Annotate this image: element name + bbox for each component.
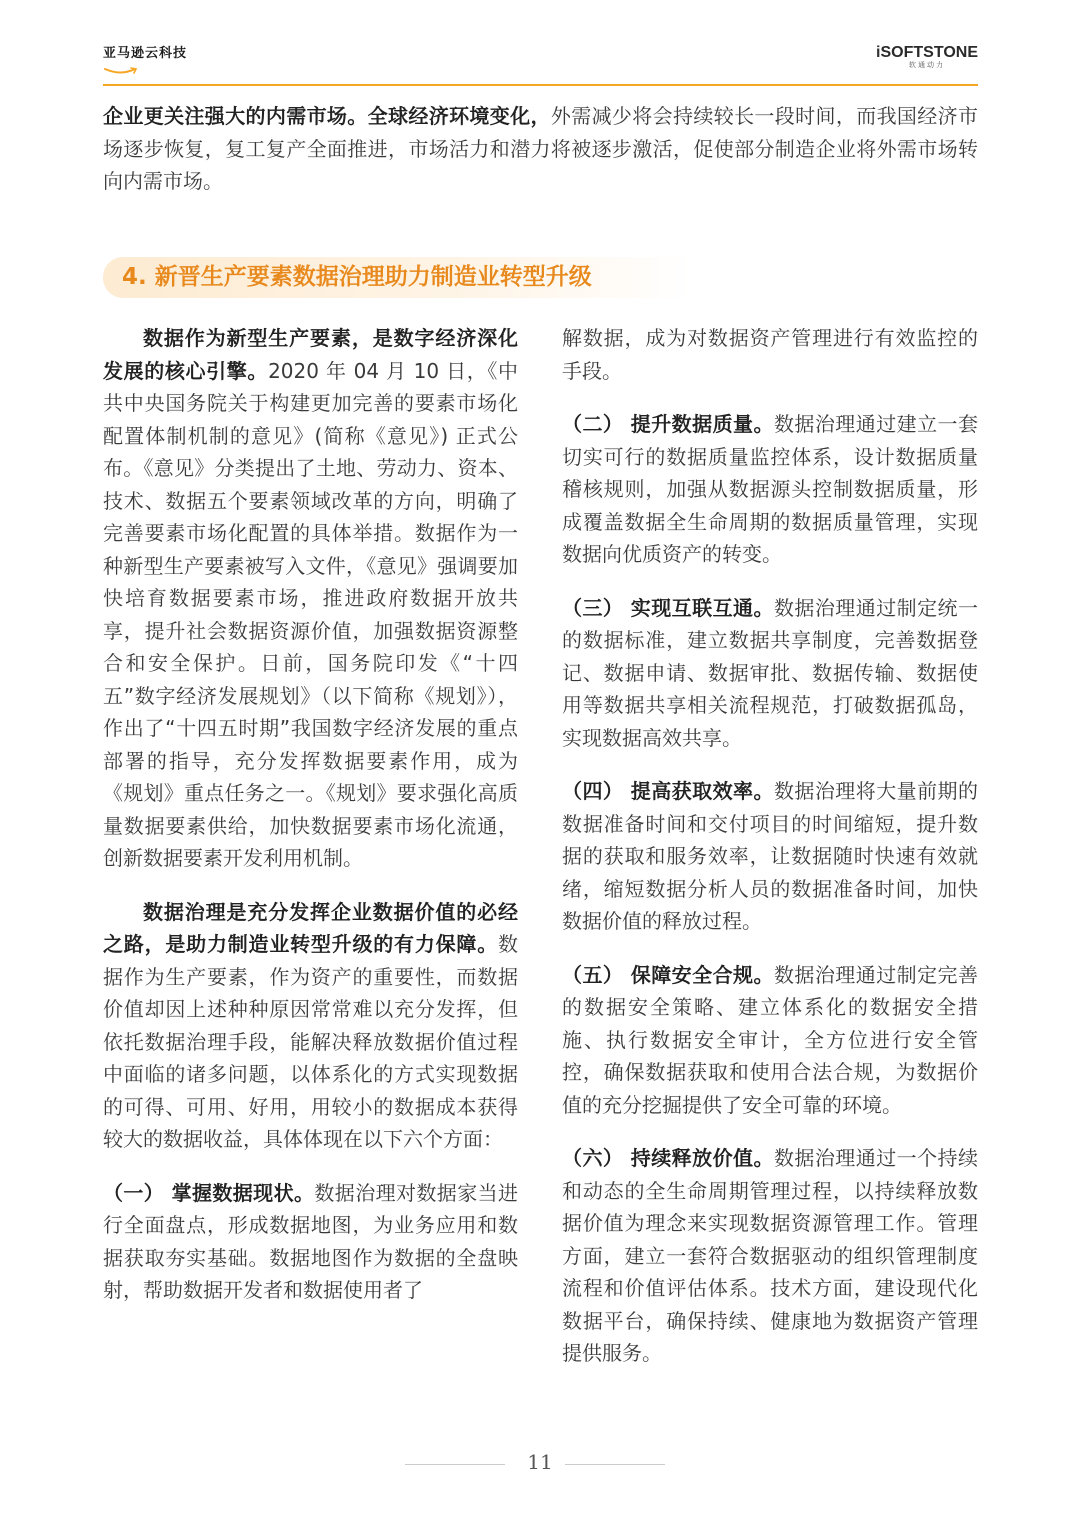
amazon-smile-icon: [103, 66, 139, 76]
page-number: 11: [527, 1450, 553, 1474]
paragraph-point-4: [562, 775, 978, 938]
paragraph-bold: 数据治理是充分发挥企业数据价值的必经之路，是助力制造业转型升级的有力保障。: [103, 899, 518, 956]
paragraph-text: 数据作为生产要素，作为资产的重要性，而数据价值却因上述种种原因常常难以充分发挥，但依托数据治理手段，能解决释放数据价值过程中面临的诸多问题，以体系化的方式实现数据的可得、可用、好用，用较小的数据成本获得较大的数据收益，具体体现在以下六个方面：: [103, 932, 518, 1151]
paragraph-text: 数据治理对数据家当进行全面盘点，形成数据地图，为业务应用和数据获取夯实基础。数据地图作为数据的全盘映射，帮助数据开发者和数据使用者了: [103, 1180, 519, 1302]
left-column: [103, 322, 518, 1328]
paragraph-text: 2020 年 04 月 10 日，《中共中央国务院关于构建更加完善的要素市场化配置体制机制的意见》(简称《意见》) 正式公布。《意见》分类提出了土地、劳动力、资本、技术、数据五个要素领域改革的方向，明确了完善要素市场化配置的具体举措。数据作为一种新型生产要素被写入文件，《意见》强调要加快培育数据要素市场，推进政府数据开放共享，提升社会数据资源价值，加强数据资源整合和安全保护。日前，国务院印发《“十四五”数字经济发展规划》（以下简称《规划》），作出了“十四五时期”我国数字经济发展的重点部署的指导，充分发挥数据要素作用，成为《规划》重点任务之一。《规划》要求强化高质量数据要素供给，加快数据要素市场化流通，创新数据要素开发利用机制。: [103, 358, 518, 870]
paragraph-point-5: [562, 959, 978, 1122]
paragraph-bold: （四） 提高获取效率。: [562, 779, 774, 803]
section-title: 4. 新晋生产要素数据治理助力制造业转型升级: [122, 264, 592, 290]
paragraph-point-6: [562, 1142, 978, 1370]
paragraph-bold: （六） 持续释放价值。: [562, 1146, 774, 1170]
paragraph-bold: （五） 保障安全合规。: [562, 962, 774, 987]
paragraph-text: 解数据，成为对数据资产管理进行有效监控的手段。: [562, 326, 978, 383]
header-brand-left: [103, 42, 187, 80]
paragraph-point-3: [562, 592, 978, 755]
header-brand-right: [876, 44, 978, 70]
paragraph-text: 数据治理通过一个持续和动态的全生命周期管理过程，以持续释放数据价值为理念来实现数据资源管理工作。管理方面，建立一套符合数据驱动的组织管理制度流程和价值评估体系。技术方面，建设现代化数据平台，确保持续、健康地为数据资产管理提供服务。: [562, 1146, 979, 1365]
paragraph-bold: （一） 掌握数据现状。: [103, 1180, 315, 1205]
softstone-logo-sub: 软通动力: [909, 61, 946, 69]
paragraph-point-1-cont: [562, 322, 978, 387]
paragraph-point-1: [103, 1177, 518, 1307]
paragraph-bold: （二） 提升数据质量。: [562, 412, 774, 436]
paragraph-text: 数据治理通过建立一套切实可行的数据质量监控体系，设计数据质量稽核规则，加强从数据源头控制数据质量，形成覆盖数据全生命周期的数据质量管理，实现数据向优质资产的转变。: [562, 412, 979, 566]
intro-paragraph: [103, 100, 978, 198]
intro-bold: 企业更关注强大的内需市场。全球经济环境变化，: [103, 104, 551, 128]
paragraph-bold: 数据作为新型生产要素，是数字经济深化发展的核心引擎。: [103, 326, 518, 383]
intro-text: 外需减少将会持续较长一段时间，而我国经济市场逐步恢复，复工复产全面推进，市场活力和潜力将被逐步激活，促使部分制造企业将外需市场转向内需市场。: [103, 104, 979, 193]
logo-prefix: i: [876, 44, 881, 61]
paragraph-data-governance: [103, 896, 518, 1156]
paragraph-text: 数据治理通过制定完善的数据安全策略、建立体系化的数据安全措施、执行数据安全审计，全方位进行安全管控，确保数据获取和使用合法合规，为数据价值的充分挖掘提供了安全可靠的环境。: [562, 962, 979, 1117]
header-divider: [103, 84, 978, 86]
brand-left-text: 亚马逊云科技: [103, 46, 188, 61]
paragraph-data-factor: [103, 322, 518, 875]
paragraph-point-2: [562, 408, 978, 571]
paragraph-bold: （三） 实现互联互通。: [562, 595, 774, 620]
paragraph-text: 数据治理将大量前期的数据准备时间和交付项目的时间缩短，提升数据的获取和服务效率，让数据随时快速有效就绪，缩短数据分析人员的数据准备时间，加快数据价值的释放过程。: [562, 779, 979, 933]
logo-text: SOFTSTONE: [880, 44, 978, 61]
right-column: [562, 322, 978, 1391]
paragraph-text: 数据治理通过制定统一的数据标准，建立数据共享制度，完善数据登记、数据申请、数据审批、数据传输、数据使用等数据共享相关流程规范，打破数据孤岛，实现数据高效共享。: [562, 595, 979, 750]
